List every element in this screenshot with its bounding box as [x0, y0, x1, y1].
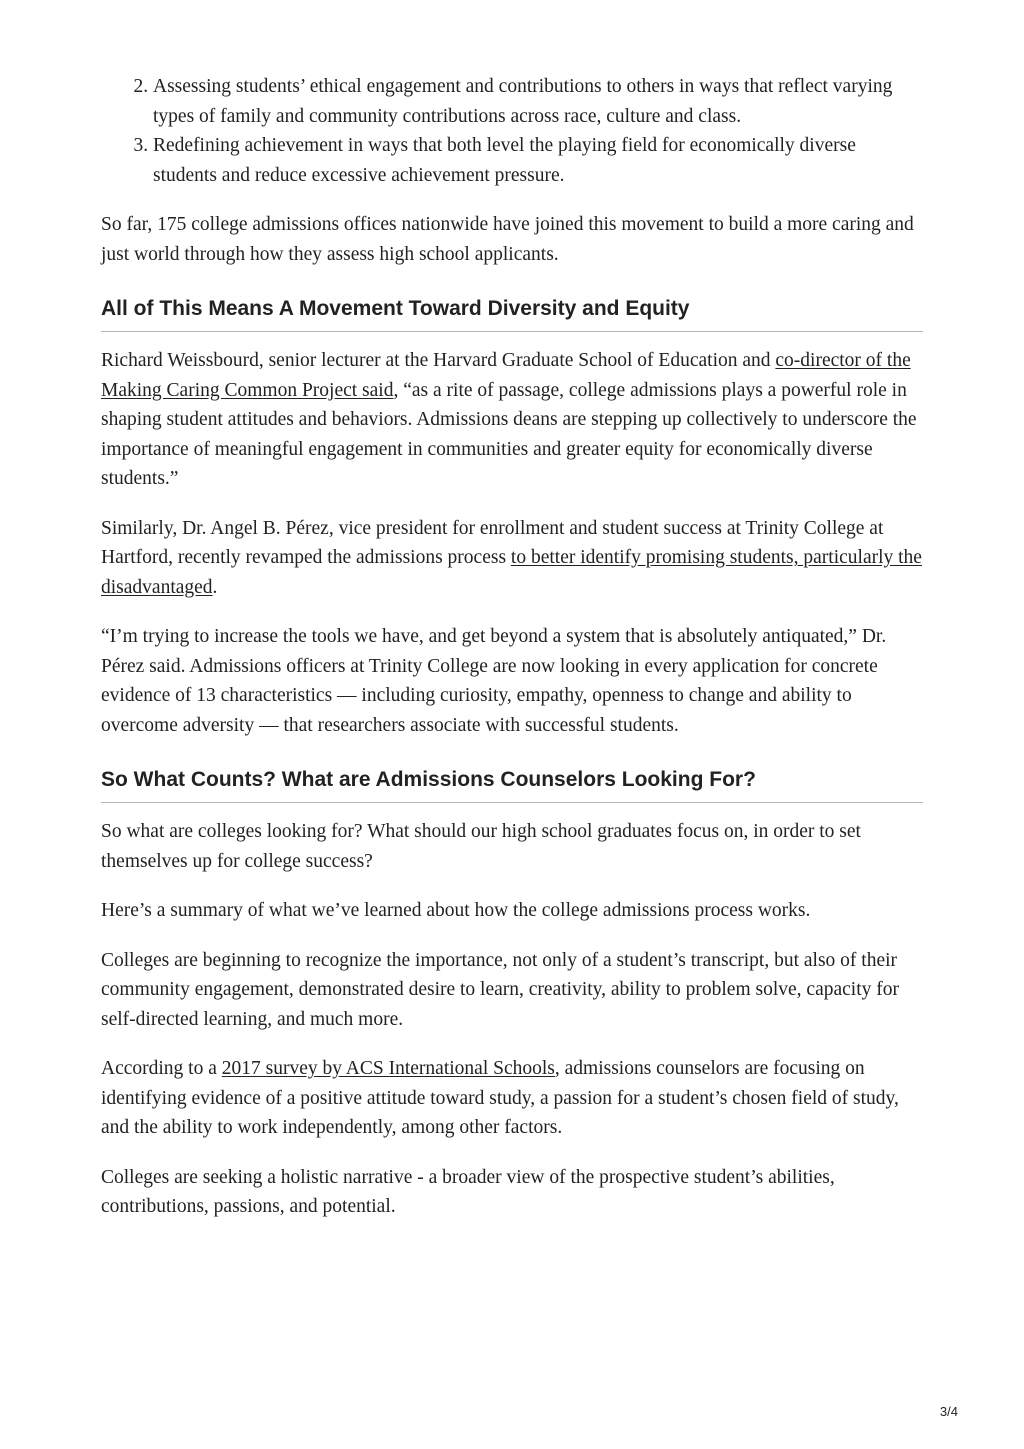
text-segment: , “as a rite of passage, college admissions plays a powerful role in shaping student attitudes and behaviors. Admissions deans are stepping up collectively to underscore the importance of meaningful engagement in communities and greater equity for economically diverse students.” — [101, 379, 917, 489]
numbered-list — [101, 72, 923, 190]
link-making-caring-common[interactable]: co-director of the Making Caring Common Project said — [101, 350, 911, 401]
paragraph-what-colleges: So what are colleges looking for? What should our high school graduates focus on, in order to set themselves up for college success? — [101, 821, 861, 872]
paragraph-so-far: So far, 175 college admissions offices nationwide have joined this movement to build a more caring and just world through how they assess high school applicants. — [101, 214, 914, 265]
paragraph-perez — [101, 514, 923, 603]
list-item: 3. Redefining achievement in ways that both level the playing field for economically diverse students and reduce excessive achievement pressure. — [153, 131, 923, 190]
text-segment: , admissions counselors are focusing on identifying evidence of a positive attitude toward study, a passion for a student’s chosen field of study, and the ability to work independently, among other factors. — [101, 1058, 899, 1138]
list-item: 2. Assessing students’ ethical engagement and contributions to others in ways that reflect varying types of family and community contributions across race, culture and class. — [153, 72, 923, 131]
text-segment: Similarly, Dr. Angel B. Pérez, vice president for enrollment and student success at Trinity College at Hartford, recently revamped the admissions process — [101, 517, 884, 568]
section-heading-diversity: All of This Means A Movement Toward Diversity and Equity — [101, 295, 923, 332]
text-segment: According to a — [101, 1058, 222, 1079]
paragraph-weissbourd — [101, 346, 923, 494]
link-better-identify-students[interactable]: to better identify promising students, particularly the disadvantaged — [101, 547, 922, 598]
paragraph-holistic: Colleges are seeking a holistic narrative - a broader view of the prospective student’s abilities, contributions, passions, and potential. — [101, 1166, 835, 1217]
paragraph-recognize: Colleges are beginning to recognize the importance, not only of a student’s transcript, but also of their community engagement, demonstrated desire to learn, creativity, ability to problem solve, capacity for self-directed learning, and much more. — [101, 949, 899, 1030]
section-heading-what-counts: So What Counts? What are Admissions Counselors Looking For? — [101, 766, 923, 803]
article-body — [101, 72, 923, 1242]
text-segment: Richard Weissbourd, senior lecturer at the Harvard Graduate School of Education and — [101, 350, 776, 371]
paragraph-perez-quote: “I’m trying to increase the tools we have, and get beyond a system that is absolutely antiquated,” Dr. Pérez said. Admissions officers at Trinity College are now looking in every application for concrete evidence of 13 characteristics — including curiosity, empathy, openness to change and ability to overcome adversity — that researchers associate with successful students. — [101, 626, 887, 736]
page-number: 3/4 — [939, 1404, 958, 1419]
paragraph-survey — [101, 1054, 923, 1143]
paragraph-summary: Here’s a summary of what we’ve learned about how the college admissions process works. — [101, 900, 811, 921]
link-acs-survey[interactable]: 2017 survey by ACS International Schools — [221, 1058, 555, 1079]
text-segment: . — [212, 576, 218, 598]
